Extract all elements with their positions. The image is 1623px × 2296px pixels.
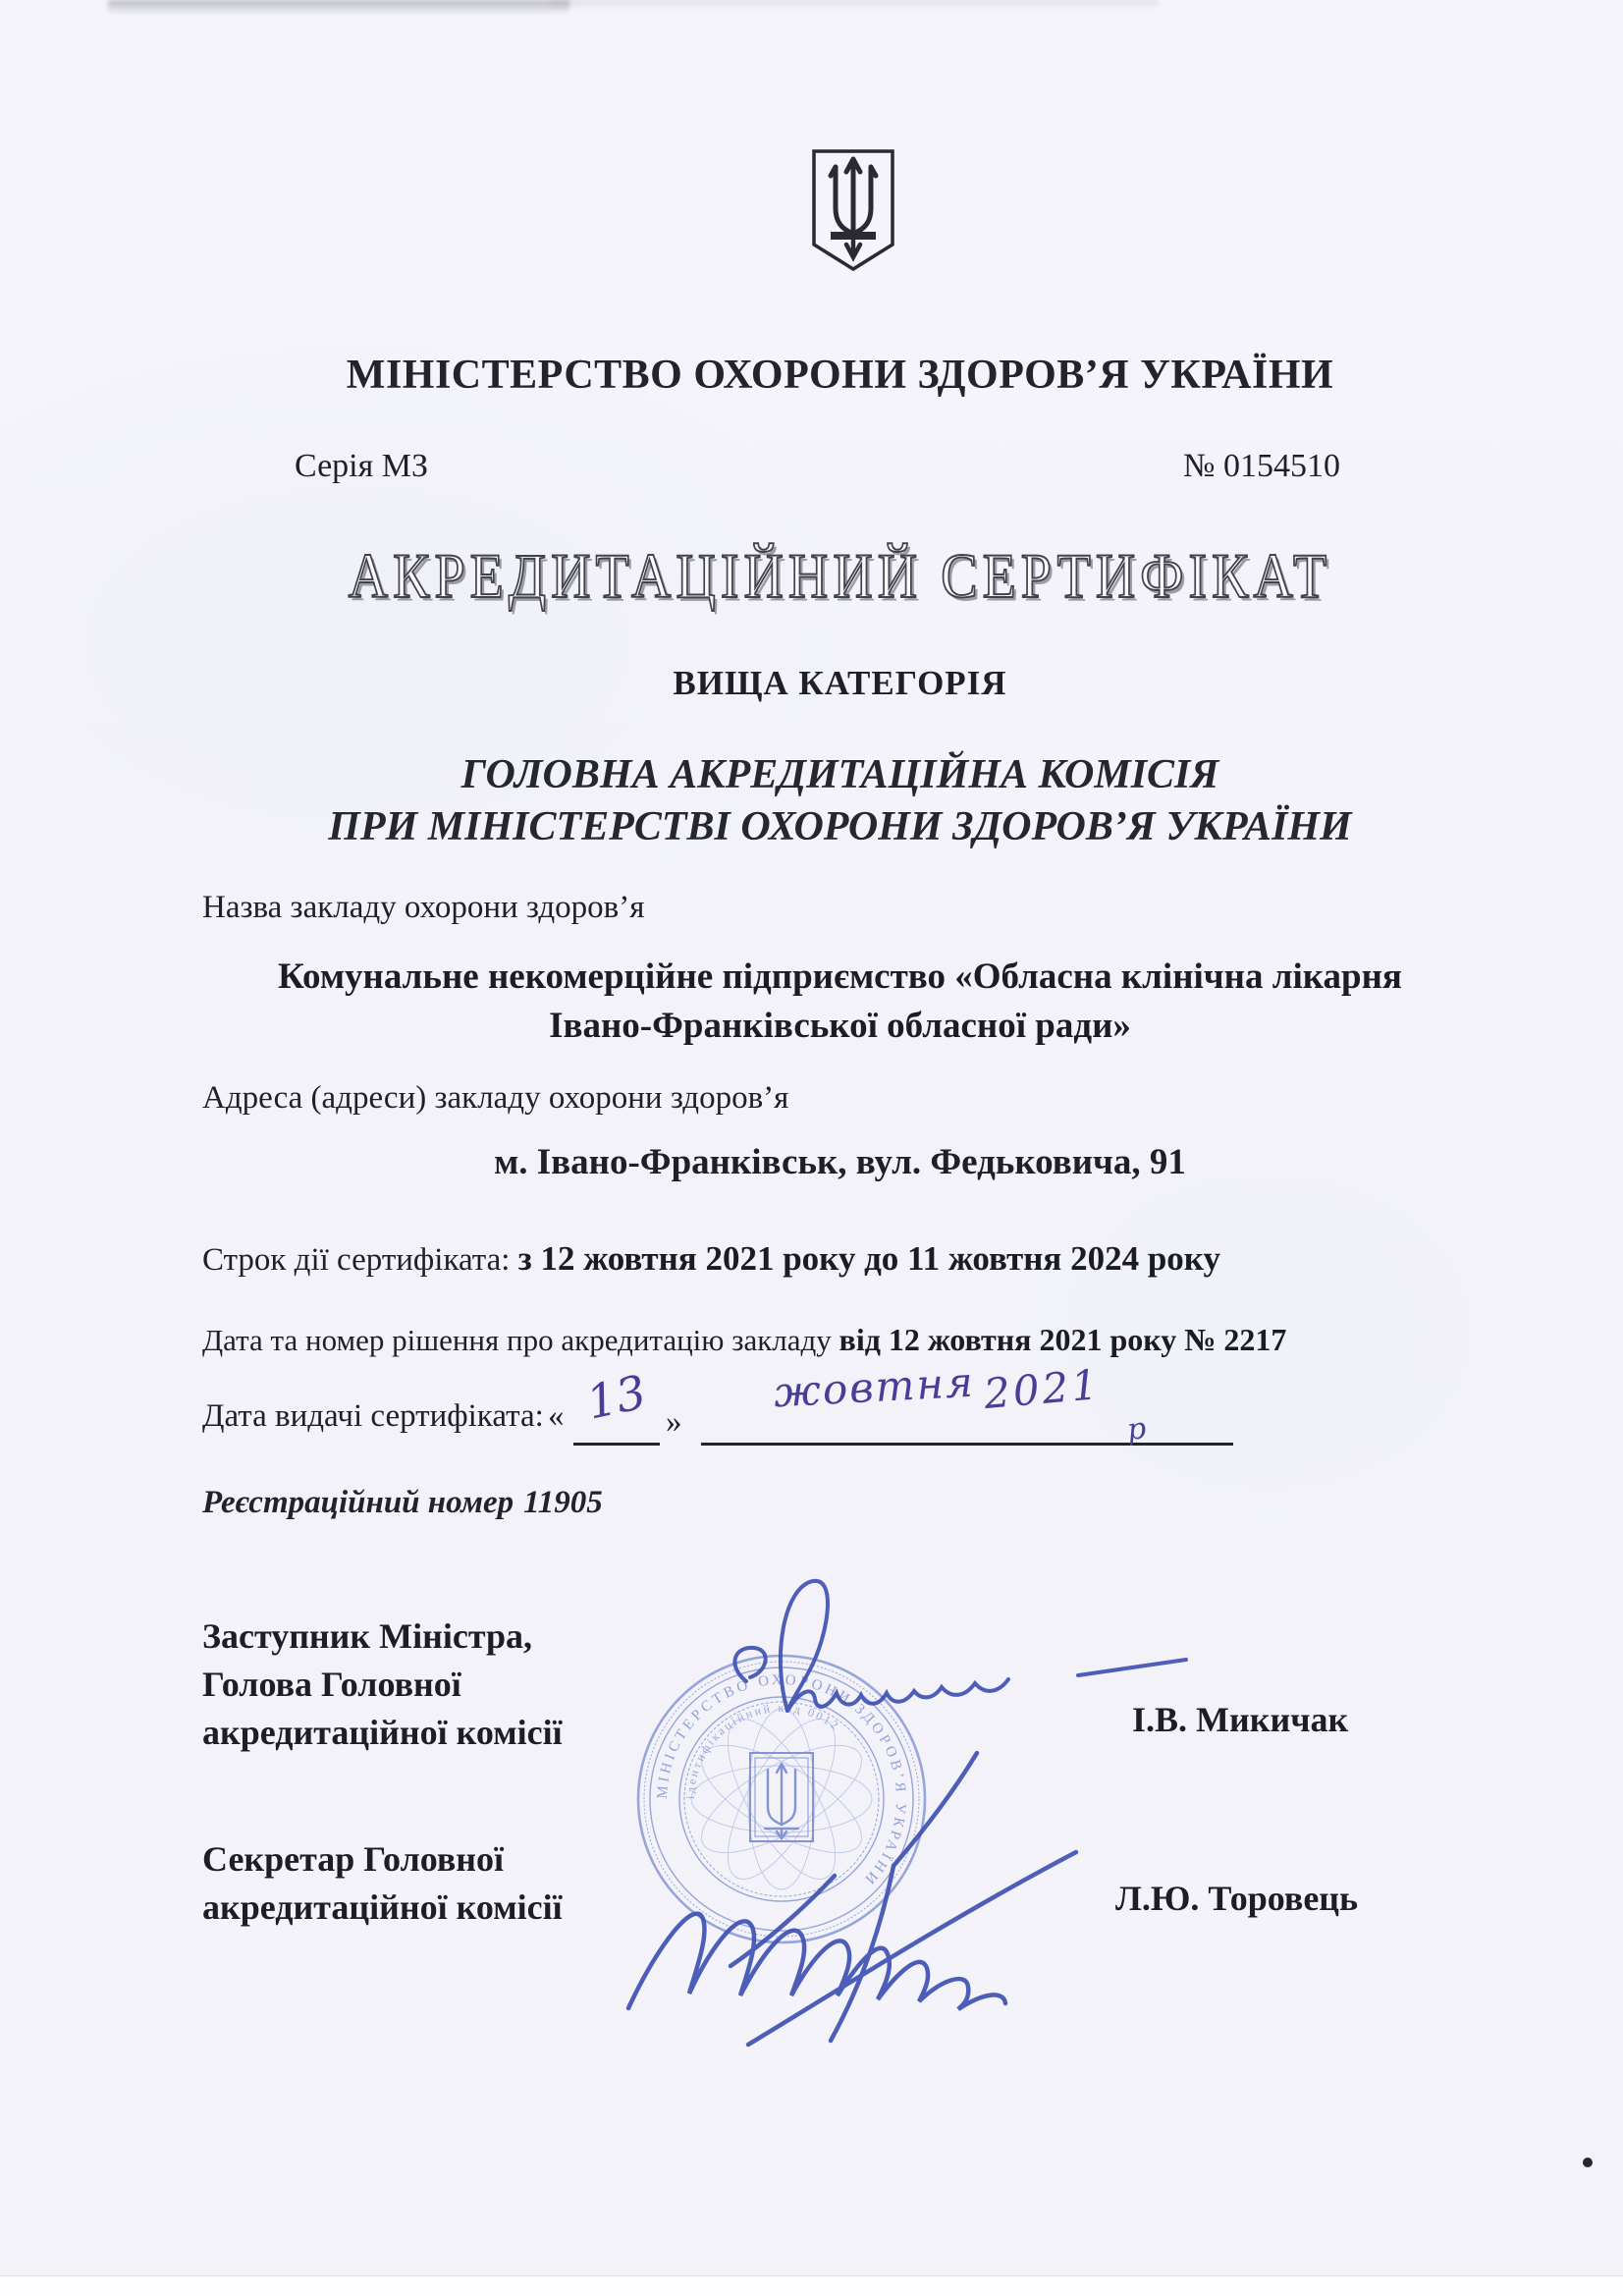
facility-name-value <box>202 953 1478 1051</box>
handwritten-year-suffix: р <box>1125 1411 1148 1448</box>
seal-inner-text: ідентифікаційний код 0012 <box>682 1700 843 1800</box>
open-quote: « <box>548 1398 565 1434</box>
seal-ring-text: МІНІСТЕРСТВО ОХОРОНИ ЗДОРОВ’Я УКРАЇНИ <box>654 1671 909 1889</box>
registration-number: 11905 <box>523 1485 603 1520</box>
signatory1-name: І.В. Микичак <box>1132 1700 1349 1739</box>
registration-line <box>202 1485 613 1521</box>
pen-signatures <box>530 1552 1257 2082</box>
scan-bottom-edge <box>0 2275 1623 2296</box>
signatory1-title-line3: акредитаційної комісії <box>202 1713 563 1752</box>
handwritten-day: 13 <box>581 1365 651 1431</box>
scan-smudge-top-2 <box>550 0 1159 9</box>
issue-date-label: Дата видачі сертифіката: <box>202 1398 544 1434</box>
series-label: Серія МЗ <box>295 448 429 484</box>
certificate-title: АКРЕДИТАЦІЙНИЙ СЕРТИФІКАТ <box>348 541 1332 613</box>
signature-mykychak <box>734 1581 1186 1711</box>
address-label: Адреса (адреси) закладу охорони здоров’я <box>202 1080 789 1116</box>
handwritten-year: 2021 <box>982 1359 1103 1419</box>
signature-torovets <box>628 1753 1076 2045</box>
signatory2-title-line1: Секретар Головної <box>202 1839 505 1879</box>
handwritten-month: жовтня <box>772 1357 976 1417</box>
validity-label: Строк дії сертифіката: <box>202 1242 511 1278</box>
close-quote: » <box>666 1404 682 1440</box>
category-title: ВИЩА КАТЕГОРІЯ <box>673 664 1007 702</box>
decision-label: Дата та номер рішення про акредитацію закладу <box>202 1323 832 1357</box>
validity-line <box>202 1239 1220 1279</box>
signatory2-name: Л.Ю. Торовець <box>1115 1879 1359 1918</box>
certificate-number: № 0154510 <box>1183 448 1340 484</box>
scan-smudge-top <box>108 0 569 15</box>
ukraine-trident-icon <box>807 147 899 273</box>
decision-line <box>202 1322 1286 1358</box>
facility-name-label: Назва закладу охорони здоров’я <box>202 890 645 925</box>
address-value: м. Івано-Франківськ, вул. Федьковича, 91 <box>494 1142 1186 1182</box>
day-blank-line <box>573 1443 660 1446</box>
commission-line-1: ГОЛОВНА АКРЕДИТАЦІЙНА КОМІСІЯ <box>460 752 1219 797</box>
facility-name-line-2: Івано-Франківської обласної ради» <box>549 1006 1131 1046</box>
facility-name-line-1: Комунальне некомерційне підприємство «Обласна клінічна лікарня <box>278 957 1402 997</box>
month-year-blank-line <box>701 1443 1233 1446</box>
signatory1-title-line2: Голова Головної <box>202 1665 461 1704</box>
registration-label: Реєстраційний номер <box>202 1485 514 1520</box>
ministry-title: МІНІСТЕРСТВО ОХОРОНИ ЗДОРОВ’Я УКРАЇНИ <box>346 353 1334 398</box>
validity-value: з 12 жовтня 2021 року до 11 жовтня 2024 року <box>517 1239 1220 1278</box>
decision-value: від 12 жовтня 2021 року № 2217 <box>839 1322 1287 1357</box>
commission-line-2: ПРИ МІНІСТЕРСТВІ ОХОРОНИ ЗДОРОВ’Я УКРАЇНИ <box>328 804 1352 849</box>
signatory1-title-line1: Заступник Міністра, <box>202 1616 533 1656</box>
commission-title <box>202 749 1478 853</box>
signatory2-title-line2: акредитаційної комісії <box>202 1887 563 1927</box>
ink-dot <box>1583 2158 1593 2167</box>
